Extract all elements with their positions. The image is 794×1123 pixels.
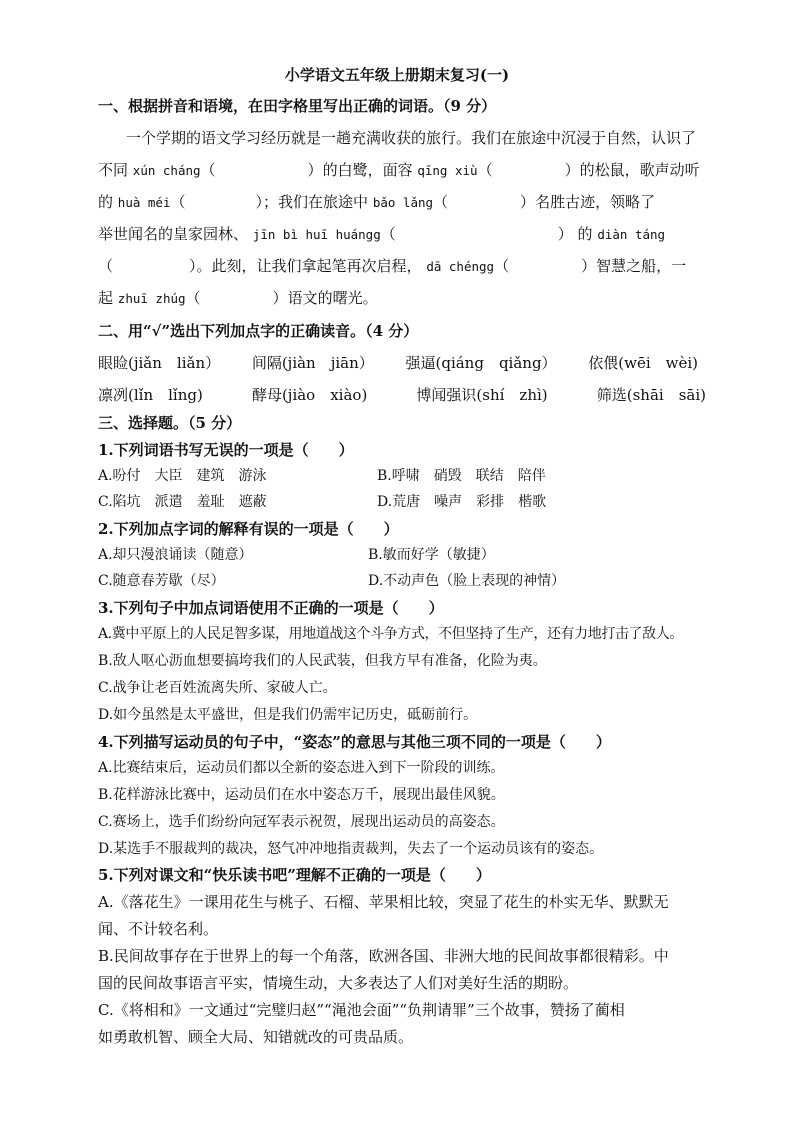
section-3-heading: 三、选择题。（5 分） [98, 414, 242, 432]
q2-stem: 2.下列加点字词的解释有误的一项是（ ） [98, 520, 399, 538]
q4-option-a: A.比赛结束后，运动员们都以全新的姿态进入到下一阶段的训练。 [98, 760, 505, 776]
text: 举世闻名的皇家园林、 [98, 225, 249, 243]
phonetic-row-2 [98, 384, 706, 406]
q3-option-a: A.冀中平原上的人民足智多谋，用地道战这个斗争方式，不但坚持了生产，还有力地打击了敌人。 [98, 626, 683, 642]
q2-option-c: C.随意春芳歇（尽） [98, 573, 225, 589]
section-1-heading: 一、根据拼音和语境，在田字格里写出正确的词语。（9 分） [98, 97, 497, 115]
pinyin: bǎo lǎng [372, 195, 434, 210]
q5-option-c-line-1: C.《将相和》一文通过“完璧归赵”“渑池会面”“负荆请罪”三个故事，赞扬了蔺相 [98, 1001, 625, 1019]
text: 不同 [98, 161, 129, 179]
q5-option-c-line-2: 如勇敢机智、顾全大局、知错就改的可贵品质。 [98, 1028, 414, 1046]
s1-line-4 [98, 223, 710, 246]
section-2-heading: 二、用“√”选出下列加点字的正确读音。（4 分） [98, 322, 419, 340]
phonetic-item: 强逼(qiáng qiǎng） [405, 354, 557, 372]
pinyin: huà méi [117, 195, 171, 210]
pinyin: diàn táng [597, 227, 666, 242]
text: 的 [98, 193, 114, 211]
text: 名胜古迹，领略了 [535, 193, 656, 211]
s1-line-6 [98, 287, 710, 310]
blank: （ ） [200, 161, 323, 179]
q2-option-a: A.却只漫浪诵读（随意） [98, 547, 253, 563]
q2-option-b: B.敏而好学（敏捷） [368, 547, 495, 563]
phonetic-item: 凛冽(lǐn lǐng) [98, 386, 203, 404]
q5-option-a-line-2: 闻、不计较名利。 [98, 920, 219, 938]
phonetic-item: 酵母(jiào xiào) [251, 386, 368, 404]
phonetic-row-1 [98, 352, 698, 374]
blank: （ ） [98, 257, 197, 275]
text: 的 [577, 225, 593, 243]
text: 。此刻，让我们拿起笔再次启程， [196, 257, 422, 275]
q2-option-d: D.不动声色（脸上表现的神情） [368, 573, 566, 589]
q4-option-d: D.某选手不服裁判的裁决，怒气冲冲地指责裁判，失去了一个运动员该有的姿态。 [98, 841, 604, 857]
q4-option-c: C.赛场上，选手们纷纷向冠军表示祝贺，展现出运动员的高姿态。 [98, 814, 505, 830]
blank: （ ） [494, 257, 597, 275]
s1-line-2 [98, 159, 710, 182]
blank: （ ） [170, 193, 264, 211]
blank: （ ） [477, 161, 580, 179]
blank: （ ） [185, 289, 288, 307]
pinyin: xún cháng [132, 163, 201, 178]
phonetic-item: 博闻强识(shí zhì) [416, 386, 548, 404]
q1-option-c: C.陷坑 派遣 羞耻 遮蔽 [98, 494, 267, 510]
s1-line-3 [98, 191, 710, 214]
q4-stem: 4.下列描写运动员的句子中，“姿态”的意思与其他三项不同的一项是（ ） [98, 733, 611, 751]
q1-option-b: B.呼啸 硝毁 联结 陪伴 [377, 468, 546, 484]
q5-stem: 5.下列对课文和“快乐读书吧”理解不正确的一项是（ ） [98, 866, 491, 884]
q3-option-c: C.战争让老百姓流离失所、家破人亡。 [98, 680, 337, 696]
pinyin: qīng xiù [417, 163, 478, 178]
pinyin: zhuī zhúg [117, 291, 186, 306]
pinyin: jīn bì huī huángg [252, 227, 381, 242]
text: 的松鼠，歌声动听 [579, 161, 700, 179]
q1-option-d: D.荒唐 噪声 彩排 楷歌 [377, 494, 547, 510]
text: 起 [98, 289, 114, 307]
q5-option-b-line-2: 国的民间故事语言平实，情境生动，大多表达了人们对美好生活的期盼。 [98, 974, 579, 992]
phonetic-item: 眼睑(jiǎn liǎn） [98, 354, 221, 372]
q3-option-d: D.如今虽然是太平盛世，但是我们仍需牢记历史，砥砺前行。 [98, 707, 478, 723]
phonetic-item: 间隔(jiàn jiān） [251, 354, 374, 372]
phonetic-item: 筛选(shāi sāi) [596, 386, 706, 404]
q3-option-b: B.敌人呕心沥血想要搞垮我们的人民武装，但我方早有准备，化险为夷。 [98, 653, 547, 669]
q1-option-a: A.吩付 大臣 建筑 游泳 [98, 468, 267, 484]
q1-stem: 1.下列词语书写无误的一项是（ ） [98, 441, 354, 459]
q3-stem: 3.下列句子中加点词语使用不正确的一项是（ ） [98, 599, 444, 617]
q5-option-b-line-1: B.民间故事存在于世界上的每一个角落，欧洲各国、非洲大地的民间故事都很精彩。中 [98, 947, 669, 965]
s1-line-1: 一个学期的语文学习经历就是一趟充满收获的旅行。我们在旅途中沉浸于自然，认识了 [126, 129, 697, 147]
pinyin: dā chéngg [426, 259, 495, 274]
s1-line-5 [98, 255, 710, 278]
text: ；我们在旅途中 [263, 193, 369, 211]
q4-option-b: B.花样游泳比赛中，运动员们在水中姿态万千，展现出最佳风貌。 [98, 787, 505, 803]
blank: （ ） [433, 193, 536, 211]
text: 语文的曙光。 [287, 289, 378, 307]
q5-option-a-line-1: A.《落花生》一课用花生与桃子、石榴、苹果相比较，突显了花生的朴实无华、默默无 [98, 893, 669, 911]
page-title: 小学语文五年级上册期末复习(一) [284, 66, 510, 84]
text: 智慧之船，一 [596, 257, 687, 275]
blank: （ ） [380, 225, 573, 243]
text: 的白鹭，面容 [322, 161, 413, 179]
phonetic-item: 依偎(wēi wèi) [588, 354, 698, 372]
